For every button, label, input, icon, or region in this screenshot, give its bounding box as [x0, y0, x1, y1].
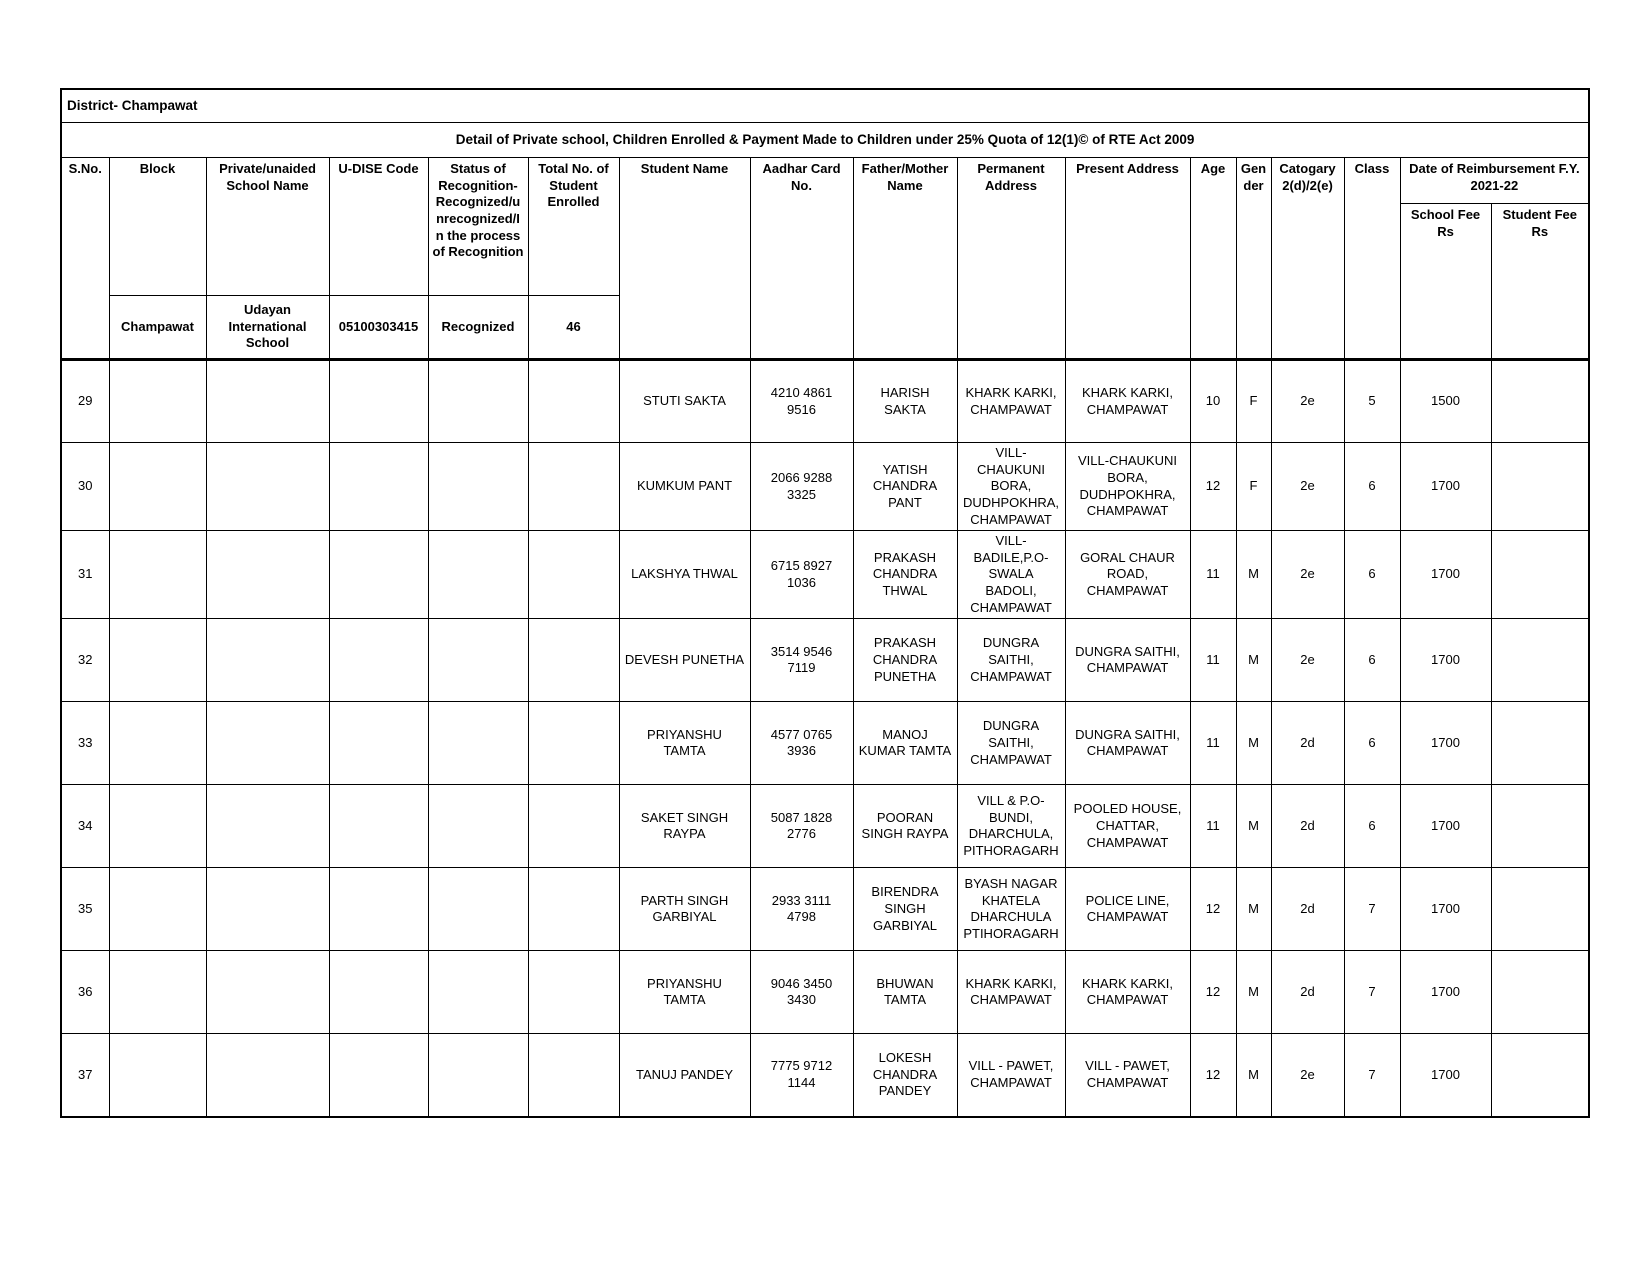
cell-age: 12 [1190, 951, 1236, 1034]
cell-gender: M [1236, 1034, 1271, 1117]
cell-present: VILL - PAWET, CHAMPAWAT [1065, 1034, 1190, 1117]
cell-father: BHUWAN TAMTA [853, 951, 957, 1034]
cell-block [109, 531, 206, 619]
header-school-fee: School Fee Rs [1400, 204, 1491, 360]
cell-gender: M [1236, 531, 1271, 619]
cell-father: PRAKASH CHANDRA THWAL [853, 531, 957, 619]
cell-school_fee: 1700 [1400, 443, 1491, 531]
header-reimbursement: Date of Reimbursement F.Y. 2021-22 [1400, 158, 1589, 204]
table-row [61, 1034, 1589, 1117]
cell-father: MANOJ KUMAR TAMTA [853, 702, 957, 785]
header-aadhar: Aadhar Card No. [750, 158, 853, 360]
cell-present: KHARK KARKI, CHAMPAWAT [1065, 951, 1190, 1034]
table-row [61, 785, 1589, 868]
cell-father: LOKESH CHANDRA PANDEY [853, 1034, 957, 1117]
cell-school_name [206, 868, 329, 951]
column-header-row [61, 158, 1589, 204]
cell-status [428, 360, 528, 443]
cell-udise [329, 531, 428, 619]
cell-sno: 32 [61, 619, 109, 702]
cell-aadhar: 5087 1828 2776 [750, 785, 853, 868]
cell-school_name [206, 1034, 329, 1117]
cell-udise [329, 868, 428, 951]
title-row [61, 123, 1589, 158]
cell-enrolled [528, 443, 619, 531]
cell-aadhar: 4577 0765 3936 [750, 702, 853, 785]
cell-permanent: KHARK KARKI, CHAMPAWAT [957, 951, 1065, 1034]
table-row [61, 702, 1589, 785]
header-section [61, 89, 1589, 360]
school-block: Champawat [109, 296, 206, 360]
cell-student_name: STUTI SAKTA [619, 360, 750, 443]
header-student-fee: Student Fee Rs [1491, 204, 1589, 360]
cell-school_name [206, 785, 329, 868]
cell-father: BIRENDRA SINGH GARBIYAL [853, 868, 957, 951]
cell-class: 7 [1344, 1034, 1400, 1117]
header-student-name: Student Name [619, 158, 750, 360]
cell-school_name [206, 531, 329, 619]
cell-class: 6 [1344, 702, 1400, 785]
cell-class: 6 [1344, 531, 1400, 619]
cell-permanent: VILL & P.O-BUNDI, DHARCHULA, PITHORAGARH [957, 785, 1065, 868]
cell-udise [329, 360, 428, 443]
cell-present: POOLED HOUSE, CHATTAR, CHAMPAWAT [1065, 785, 1190, 868]
cell-gender: M [1236, 951, 1271, 1034]
cell-status [428, 868, 528, 951]
header-age: Age [1190, 158, 1236, 360]
cell-school_fee: 1700 [1400, 702, 1491, 785]
cell-age: 12 [1190, 443, 1236, 531]
cell-udise [329, 1034, 428, 1117]
header-school-name: Private/unaided School Name [206, 158, 329, 296]
cell-enrolled [528, 360, 619, 443]
cell-age: 10 [1190, 360, 1236, 443]
cell-udise [329, 785, 428, 868]
cell-block [109, 951, 206, 1034]
cell-father: POORAN SINGH RAYPA [853, 785, 957, 868]
cell-student_name: PRIYANSHU TAMTA [619, 951, 750, 1034]
cell-school_name [206, 619, 329, 702]
cell-block [109, 702, 206, 785]
cell-status [428, 443, 528, 531]
cell-school_fee: 1700 [1400, 619, 1491, 702]
cell-student_fee [1491, 868, 1589, 951]
cell-category: 2e [1271, 1034, 1344, 1117]
header-enrolled: Total No. of Student Enrolled [528, 158, 619, 296]
cell-aadhar: 4210 4861 9516 [750, 360, 853, 443]
cell-present: KHARK KARKI, CHAMPAWAT [1065, 360, 1190, 443]
cell-age: 12 [1190, 868, 1236, 951]
cell-gender: M [1236, 868, 1271, 951]
header-category: Catogary 2(d)/2(e) [1271, 158, 1344, 360]
cell-udise [329, 951, 428, 1034]
cell-student_fee [1491, 531, 1589, 619]
cell-student_fee [1491, 619, 1589, 702]
cell-student_name: SAKET SINGH RAYPA [619, 785, 750, 868]
cell-aadhar: 6715 8927 1036 [750, 531, 853, 619]
rte-enrollment-table [60, 88, 1590, 1118]
table-row [61, 531, 1589, 619]
cell-present: GORAL CHAUR ROAD, CHAMPAWAT [1065, 531, 1190, 619]
page-title: Detail of Private school, Children Enrolled & Payment Made to Children under 25% Quota of 12(1)© of RTE Act 2009 [61, 123, 1589, 158]
cell-sno: 37 [61, 1034, 109, 1117]
school-name: Udayan International School [206, 296, 329, 360]
cell-school_fee: 1700 [1400, 1034, 1491, 1117]
cell-class: 7 [1344, 951, 1400, 1034]
cell-category: 2d [1271, 785, 1344, 868]
cell-student_fee [1491, 360, 1589, 443]
header-status: Status of Recognition-Recognized/unrecognized/In the process of Recognition [428, 158, 528, 296]
cell-block [109, 619, 206, 702]
school-enrolled: 46 [528, 296, 619, 360]
cell-student_name: LAKSHYA THWAL [619, 531, 750, 619]
cell-category: 2d [1271, 951, 1344, 1034]
cell-udise [329, 443, 428, 531]
table-row [61, 619, 1589, 702]
cell-status [428, 531, 528, 619]
cell-sno: 35 [61, 868, 109, 951]
cell-student_fee [1491, 1034, 1589, 1117]
cell-present: VILL-CHAUKUNI BORA, DUDHPOKHRA, CHAMPAWAT [1065, 443, 1190, 531]
cell-present: DUNGRA SAITHI, CHAMPAWAT [1065, 619, 1190, 702]
cell-permanent: VILL-CHAUKUNI BORA, DUDHPOKHRA, CHAMPAWAT [957, 443, 1065, 531]
cell-aadhar: 2066 9288 3325 [750, 443, 853, 531]
cell-status [428, 619, 528, 702]
header-class: Class [1344, 158, 1400, 360]
cell-aadhar: 3514 9546 7119 [750, 619, 853, 702]
cell-school_fee: 1700 [1400, 531, 1491, 619]
district-label: District- Champawat [61, 89, 1589, 123]
cell-enrolled [528, 702, 619, 785]
cell-age: 11 [1190, 619, 1236, 702]
cell-sno: 33 [61, 702, 109, 785]
table-row [61, 868, 1589, 951]
cell-permanent: KHARK KARKI, CHAMPAWAT [957, 360, 1065, 443]
cell-school_name [206, 443, 329, 531]
school-status: Recognized [428, 296, 528, 360]
cell-gender: M [1236, 702, 1271, 785]
cell-gender: F [1236, 443, 1271, 531]
header-gender: Gen der [1236, 158, 1271, 360]
cell-class: 7 [1344, 868, 1400, 951]
cell-udise [329, 619, 428, 702]
table-row [61, 360, 1589, 443]
cell-class: 6 [1344, 443, 1400, 531]
cell-permanent: VILL - PAWET, CHAMPAWAT [957, 1034, 1065, 1117]
cell-block [109, 443, 206, 531]
cell-student_fee [1491, 443, 1589, 531]
cell-class: 5 [1344, 360, 1400, 443]
cell-sno: 36 [61, 951, 109, 1034]
cell-enrolled [528, 868, 619, 951]
cell-enrolled [528, 531, 619, 619]
cell-age: 11 [1190, 702, 1236, 785]
cell-udise [329, 702, 428, 785]
cell-aadhar: 9046 3450 3430 [750, 951, 853, 1034]
header-block: Block [109, 158, 206, 296]
cell-father: PRAKASH CHANDRA PUNETHA [853, 619, 957, 702]
cell-permanent: BYASH NAGAR KHATELA DHARCHULA PTIHORAGARH [957, 868, 1065, 951]
cell-aadhar: 2933 3111 4798 [750, 868, 853, 951]
cell-father: HARISH SAKTA [853, 360, 957, 443]
cell-age: 11 [1190, 785, 1236, 868]
cell-school_fee: 1700 [1400, 951, 1491, 1034]
cell-block [109, 360, 206, 443]
district-row [61, 89, 1589, 123]
cell-school_fee: 1700 [1400, 868, 1491, 951]
cell-permanent: VILL-BADILE,P.O-SWALA BADOLI, CHAMPAWAT [957, 531, 1065, 619]
cell-block [109, 868, 206, 951]
cell-sno: 30 [61, 443, 109, 531]
cell-category: 2e [1271, 619, 1344, 702]
cell-class: 6 [1344, 619, 1400, 702]
cell-age: 11 [1190, 531, 1236, 619]
cell-category: 2d [1271, 868, 1344, 951]
cell-category: 2e [1271, 531, 1344, 619]
cell-permanent: DUNGRA SAITHI, CHAMPAWAT [957, 619, 1065, 702]
cell-age: 12 [1190, 1034, 1236, 1117]
cell-enrolled [528, 951, 619, 1034]
cell-enrolled [528, 619, 619, 702]
header-present-address: Present Address [1065, 158, 1190, 360]
cell-present: DUNGRA SAITHI, CHAMPAWAT [1065, 702, 1190, 785]
cell-gender: M [1236, 785, 1271, 868]
cell-student_name: TANUJ PANDEY [619, 1034, 750, 1117]
cell-status [428, 951, 528, 1034]
school-udise: 05100303415 [329, 296, 428, 360]
header-sno: S.No. [61, 158, 109, 360]
header-father-mother: Father/Mother Name [853, 158, 957, 360]
cell-school_fee: 1500 [1400, 360, 1491, 443]
cell-school_name [206, 360, 329, 443]
cell-school_name [206, 702, 329, 785]
cell-block [109, 785, 206, 868]
cell-sno: 29 [61, 360, 109, 443]
table-row [61, 443, 1589, 531]
cell-student_name: DEVESH PUNETHA [619, 619, 750, 702]
cell-student_name: PARTH SINGH GARBIYAL [619, 868, 750, 951]
cell-status [428, 785, 528, 868]
cell-permanent: DUNGRA SAITHI, CHAMPAWAT [957, 702, 1065, 785]
cell-student_fee [1491, 951, 1589, 1034]
cell-student_name: PRIYANSHU TAMTA [619, 702, 750, 785]
header-udise: U-DISE Code [329, 158, 428, 296]
cell-status [428, 1034, 528, 1117]
cell-category: 2e [1271, 443, 1344, 531]
cell-school_fee: 1700 [1400, 785, 1491, 868]
cell-class: 6 [1344, 785, 1400, 868]
cell-student_fee [1491, 785, 1589, 868]
cell-block [109, 1034, 206, 1117]
cell-school_name [206, 951, 329, 1034]
student-rows [61, 360, 1589, 1117]
cell-father: YATISH CHANDRA PANT [853, 443, 957, 531]
cell-student_fee [1491, 702, 1589, 785]
table-row [61, 951, 1589, 1034]
cell-sno: 34 [61, 785, 109, 868]
cell-gender: M [1236, 619, 1271, 702]
cell-enrolled [528, 1034, 619, 1117]
cell-gender: F [1236, 360, 1271, 443]
cell-present: POLICE LINE, CHAMPAWAT [1065, 868, 1190, 951]
cell-student_name: KUMKUM PANT [619, 443, 750, 531]
cell-category: 2e [1271, 360, 1344, 443]
cell-status [428, 702, 528, 785]
cell-sno: 31 [61, 531, 109, 619]
cell-aadhar: 7775 9712 1144 [750, 1034, 853, 1117]
header-permanent-address: Permanent Address [957, 158, 1065, 360]
cell-enrolled [528, 785, 619, 868]
cell-category: 2d [1271, 702, 1344, 785]
